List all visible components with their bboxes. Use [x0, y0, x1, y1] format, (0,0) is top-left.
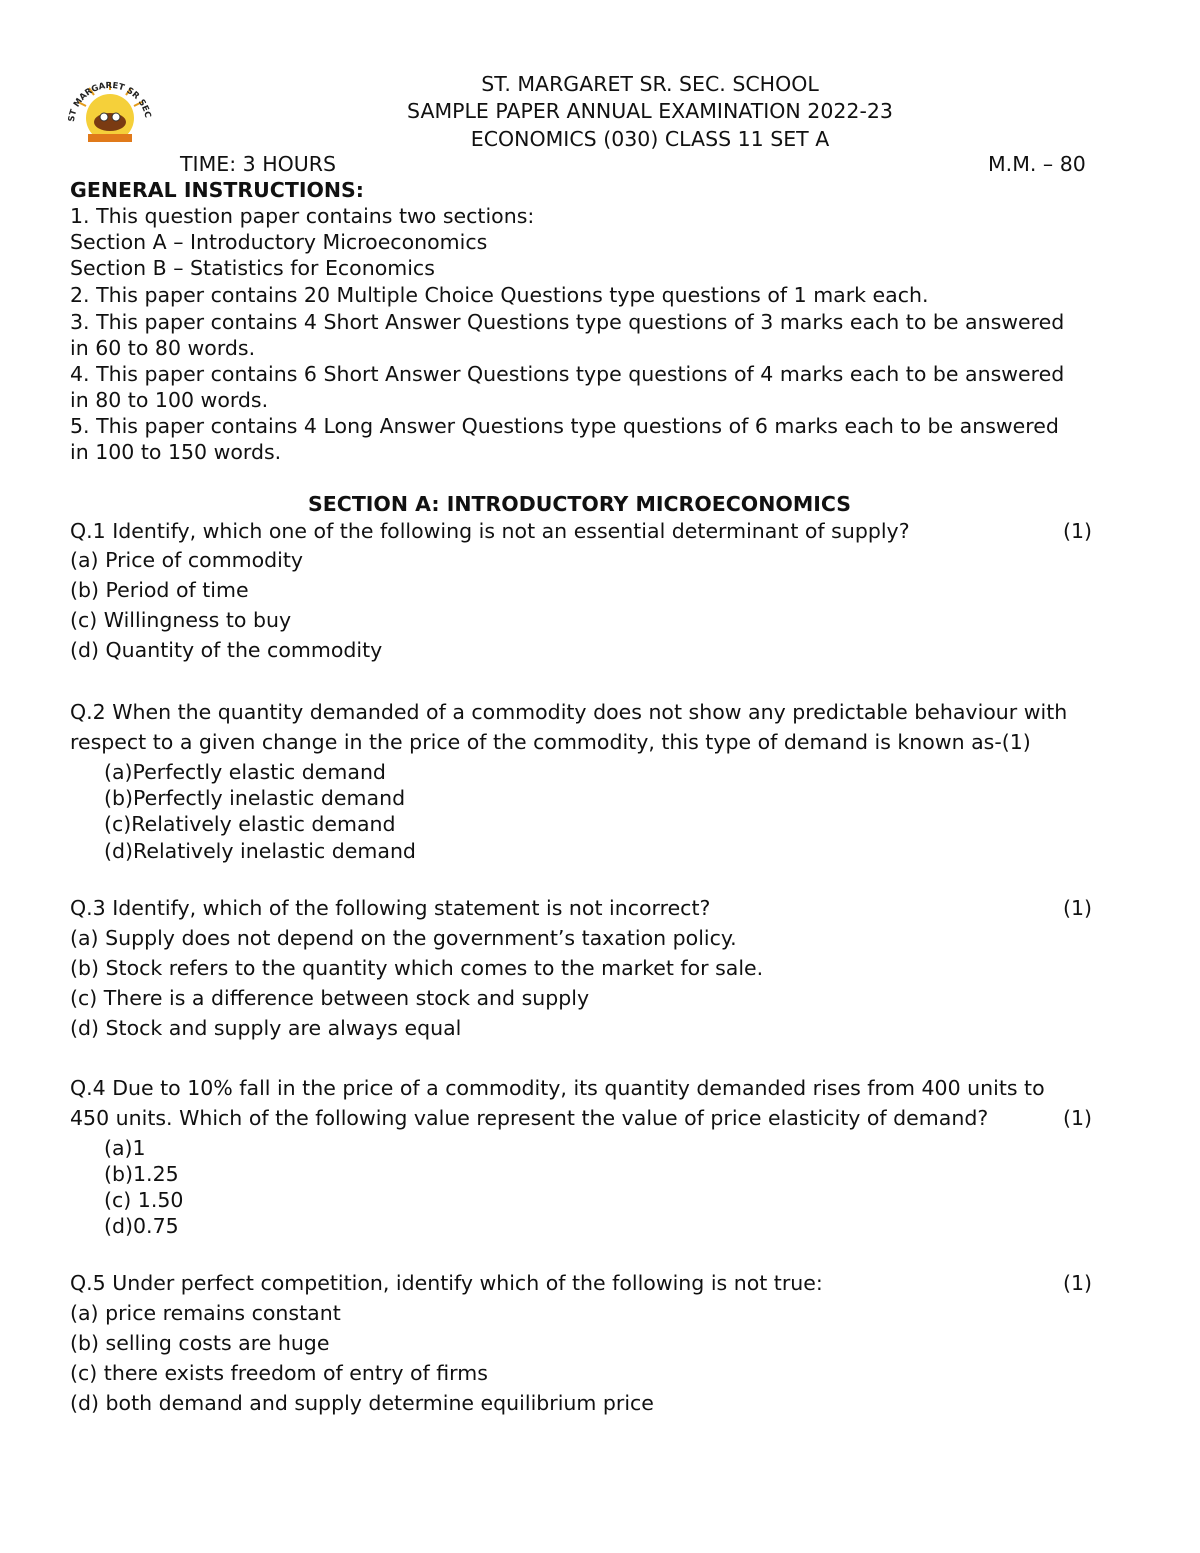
question-1-option: (a) Price of commodity [70, 548, 304, 572]
question-4-marks: (1) [1062, 1106, 1092, 1130]
instruction-line: 3. This paper contains 4 Short Answer Questions type questions of 3 marks each to be answered [70, 310, 1065, 334]
question-2-option: (d)Relatively inelastic demand [104, 839, 416, 863]
question-3-option: (d) Stock and supply are always equal [70, 1016, 462, 1040]
subject-title: ECONOMICS (030) CLASS 11 SET A [470, 127, 830, 151]
instruction-line: in 80 to 100 words. [70, 388, 269, 412]
question-5-option: (d) both demand and supply determine equilibrium price [70, 1391, 654, 1415]
question-3-text: Q.3 Identify, which of the following statement is not incorrect? [70, 896, 711, 920]
school-name: ST. MARGARET SR. SEC. SCHOOL [481, 72, 819, 96]
exam-title: SAMPLE PAPER ANNUAL EXAMINATION 2022-23 [407, 99, 893, 123]
section-a-title: SECTION A: INTRODUCTORY MICROECONOMICS [308, 492, 852, 516]
question-2-text-line1: Q.2 When the quantity demanded of a commodity does not show any predictable behaviour with [70, 700, 1068, 724]
question-3-option: (c) There is a difference between stock and supply [70, 986, 590, 1010]
instructions-title: GENERAL INSTRUCTIONS: [70, 178, 365, 202]
maximum-marks: M.M. – 80 [988, 152, 1086, 176]
instruction-line: 2. This paper contains 20 Multiple Choice Questions type questions of 1 mark each. [70, 283, 929, 307]
question-1-option: (b) Period of time [70, 578, 249, 602]
question-3-option: (a) Supply does not depend on the government’s taxation policy. [70, 926, 737, 950]
question-4-option: (b)1.25 [104, 1162, 179, 1186]
instruction-line: Section B – Statistics for Economics [70, 256, 435, 280]
question-5-option: (b) selling costs are huge [70, 1331, 330, 1355]
question-1-option: (c) Willingness to buy [70, 608, 292, 632]
question-4-text-line2: 450 units. Which of the following value represent the value of price elasticity of demand? [70, 1106, 989, 1130]
question-2-option: (a)Perfectly elastic demand [104, 760, 386, 784]
question-4-text-line1: Q.4 Due to 10% fall in the price of a commodity, its quantity demanded rises from 400 units to [70, 1076, 1045, 1100]
question-3-marks: (1) [1062, 896, 1092, 920]
instruction-line: 5. This paper contains 4 Long Answer Questions type questions of 6 marks each to be answered [70, 414, 1059, 438]
instruction-line: in 100 to 150 words. [70, 440, 282, 464]
question-1-marks: (1) [1062, 519, 1092, 543]
instruction-line: Section A – Introductory Microeconomics [70, 230, 488, 254]
instruction-line: 4. This paper contains 6 Short Answer Questions type questions of 4 marks each to be answered [70, 362, 1065, 386]
svg-text:ST MARGARET SR SEC SCHOOL: ST MARGARET SR SEC [66, 80, 153, 123]
question-3-option: (b) Stock refers to the quantity which comes to the market for sale. [70, 956, 764, 980]
question-5-marks: (1) [1062, 1271, 1092, 1295]
question-4-option: (d)0.75 [104, 1214, 179, 1238]
question-1-option: (d) Quantity of the commodity [70, 638, 383, 662]
instruction-line: in 60 to 80 words. [70, 336, 256, 360]
question-5-option: (a) price remains constant [70, 1301, 341, 1325]
time-allowed: TIME: 3 HOURS [180, 152, 337, 176]
question-2-text-line2: respect to a given change in the price of the commodity, this type of demand is known as-(1) [70, 730, 1031, 754]
question-4-option: (c) 1.50 [104, 1188, 184, 1212]
question-2-option: (b)Perfectly inelastic demand [104, 786, 406, 810]
instruction-line: 1. This question paper contains two sections: [70, 204, 535, 228]
question-1-text: Q.1 Identify, which one of the following is not an essential determinant of supply? [70, 519, 910, 543]
question-5-text: Q.5 Under perfect competition, identify which of the following is not true: [70, 1271, 823, 1295]
question-2-option: (c)Relatively elastic demand [104, 812, 396, 836]
question-4-option: (a)1 [104, 1136, 146, 1160]
question-5-option: (c) there exists freedom of entry of firms [70, 1361, 488, 1385]
